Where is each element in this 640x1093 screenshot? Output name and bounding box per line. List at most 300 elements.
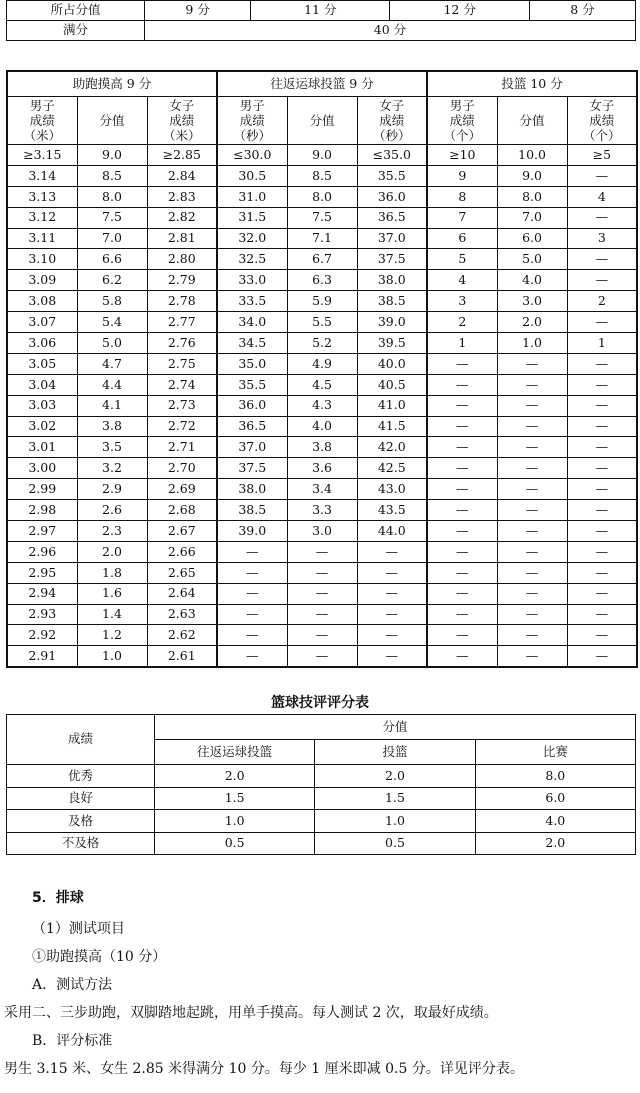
table-row <box>7 479 637 500</box>
table-cell: 41.0 <box>357 395 427 416</box>
table-cell: 7.0 <box>77 228 147 249</box>
table-cell: — <box>357 646 427 667</box>
table-cell: — <box>497 458 567 479</box>
table-cell: — <box>567 562 637 583</box>
table-cell: — <box>497 479 567 500</box>
paragraph: （1）测试项目 <box>32 921 125 937</box>
table-cell: 2 <box>427 312 497 333</box>
table-cell: 2.72 <box>147 416 217 437</box>
table-cell: — <box>217 541 287 562</box>
paragraph: A．测试方法 <box>32 977 113 993</box>
table-cell: — <box>427 458 497 479</box>
table-row <box>7 604 637 625</box>
table-cell: — <box>287 541 357 562</box>
table-row <box>7 228 637 249</box>
table-cell: 3.0 <box>497 291 567 312</box>
table-row <box>7 270 637 291</box>
score-table <box>6 70 638 668</box>
table-cell: — <box>357 541 427 562</box>
table-cell: 3.02 <box>7 416 77 437</box>
table-cell: — <box>567 646 637 667</box>
table-cell: 3.03 <box>7 395 77 416</box>
table-cell: — <box>497 604 567 625</box>
table-row <box>7 395 637 416</box>
table-row <box>7 186 637 207</box>
table-cell: — <box>427 562 497 583</box>
table-cell: — <box>567 521 637 542</box>
table-cell: 7.0 <box>497 207 567 228</box>
group-header: 投篮 10 分 <box>427 71 637 97</box>
table-cell: — <box>427 395 497 416</box>
table-cell: 40.0 <box>357 353 427 374</box>
table-cell: — <box>497 562 567 583</box>
table-cell: 2.98 <box>7 500 77 521</box>
table-cell: 30.5 <box>217 165 287 186</box>
table-cell: 5.4 <box>77 312 147 333</box>
table-cell: 3.11 <box>7 228 77 249</box>
table-row <box>7 521 637 542</box>
table-cell: — <box>427 604 497 625</box>
table-cell: — <box>567 583 637 604</box>
table-row <box>7 458 637 479</box>
table-cell: 4.4 <box>77 374 147 395</box>
table-cell: 2.82 <box>147 207 217 228</box>
table-row <box>7 1 636 21</box>
table-row <box>7 333 637 354</box>
table-cell: 3.06 <box>7 333 77 354</box>
summary-table <box>6 0 636 41</box>
table-cell: — <box>287 646 357 667</box>
table-cell: 42.0 <box>357 437 427 458</box>
table-cell: 2.0 <box>77 541 147 562</box>
table-cell: 4.0 <box>475 810 635 833</box>
table-cell: 6.6 <box>77 249 147 270</box>
table-cell: 3.13 <box>7 186 77 207</box>
table-cell: 4.3 <box>287 395 357 416</box>
table-cell: 34.0 <box>217 312 287 333</box>
column-header: 比赛 <box>475 740 635 765</box>
table-cell: 3.04 <box>7 374 77 395</box>
table-cell: 3 <box>567 228 637 249</box>
table-cell: 11 分 <box>251 1 390 21</box>
table-cell: 7 <box>427 207 497 228</box>
table-cell: 3.08 <box>7 291 77 312</box>
table-cell: 37.5 <box>357 249 427 270</box>
table-cell: 1.5 <box>315 787 475 810</box>
table-cell: — <box>427 437 497 458</box>
table-cell: 5.8 <box>77 291 147 312</box>
table-cell: 2.69 <box>147 479 217 500</box>
table-cell: 1.0 <box>497 333 567 354</box>
table-cell: ≥2.85 <box>147 145 217 166</box>
table-cell: — <box>497 646 567 667</box>
table-cell: 39.0 <box>357 312 427 333</box>
table-cell: 36.0 <box>357 186 427 207</box>
table-cell: — <box>217 604 287 625</box>
table-cell: 4 <box>427 270 497 291</box>
sub-header-row <box>7 97 637 145</box>
table-cell: 0.5 <box>155 832 315 855</box>
table-cell: 1.0 <box>77 646 147 667</box>
table-cell: 6 <box>427 228 497 249</box>
table-cell: 2.97 <box>7 521 77 542</box>
table-cell: 1.8 <box>77 562 147 583</box>
table-cell: 1.5 <box>155 787 315 810</box>
table-cell: 3.2 <box>77 458 147 479</box>
table-cell: — <box>357 562 427 583</box>
table-cell: 2.66 <box>147 541 217 562</box>
table-cell: — <box>567 165 637 186</box>
column-header: 分值 <box>77 97 147 145</box>
table-cell: — <box>427 353 497 374</box>
table-cell: 10.0 <box>497 145 567 166</box>
tech-table <box>6 714 636 855</box>
table-cell: 2.64 <box>147 583 217 604</box>
table-cell: — <box>497 521 567 542</box>
table-cell: 6.0 <box>475 787 635 810</box>
table-cell: 35.0 <box>217 353 287 374</box>
table-cell: 38.5 <box>357 291 427 312</box>
table-cell: — <box>427 374 497 395</box>
table-cell: 2.77 <box>147 312 217 333</box>
table-cell: 3.07 <box>7 312 77 333</box>
table-cell: 40.5 <box>357 374 427 395</box>
table-cell: 2.3 <box>77 521 147 542</box>
table-cell: 4.9 <box>287 353 357 374</box>
table-cell: 2.75 <box>147 353 217 374</box>
table-cell: — <box>567 458 637 479</box>
table-cell: — <box>567 541 637 562</box>
table-cell: 38.5 <box>217 500 287 521</box>
table-cell: — <box>497 500 567 521</box>
table-cell: 8 分 <box>529 1 635 21</box>
table-cell: 2.80 <box>147 249 217 270</box>
table-cell: 44.0 <box>357 521 427 542</box>
table-cell: — <box>497 353 567 374</box>
table-cell: 2.0 <box>315 765 475 788</box>
table-cell: — <box>567 207 637 228</box>
table-row <box>7 249 637 270</box>
table-cell: — <box>427 646 497 667</box>
table-cell: 2.79 <box>147 270 217 291</box>
row-label: 优秀 <box>7 765 155 788</box>
column-header: 分值 <box>287 97 357 145</box>
table-cell: 31.5 <box>217 207 287 228</box>
table-cell: 3.01 <box>7 437 77 458</box>
table-row <box>7 810 636 833</box>
table-cell: — <box>567 312 637 333</box>
table-cell: 2.95 <box>7 562 77 583</box>
table-row <box>7 541 637 562</box>
table-cell: — <box>217 625 287 646</box>
table-cell: 9.0 <box>287 145 357 166</box>
group-header: 分值 <box>155 715 636 740</box>
table-cell: 4.5 <box>287 374 357 395</box>
table-cell: 6.7 <box>287 249 357 270</box>
table-cell: 3.14 <box>7 165 77 186</box>
table-cell: 33.0 <box>217 270 287 291</box>
table-cell: 4 <box>567 186 637 207</box>
table-row <box>7 312 637 333</box>
table-cell: 8.0 <box>77 186 147 207</box>
table-cell: 39.5 <box>357 333 427 354</box>
table-cell: 9.0 <box>77 145 147 166</box>
table-cell: 35.5 <box>357 165 427 186</box>
row-label: 良好 <box>7 787 155 810</box>
table-row <box>7 437 637 458</box>
paragraph: 男生 3.15 米、女生 2.85 米得满分 10 分。每少 1 厘米即减 0.5 分。详见评分表。 <box>4 1061 524 1077</box>
table-cell: — <box>567 437 637 458</box>
table-cell: 2.91 <box>7 646 77 667</box>
table-cell: 32.0 <box>217 228 287 249</box>
table-cell: 1 <box>567 333 637 354</box>
group-header: 助跑摸高 9 分 <box>7 71 217 97</box>
table-cell: — <box>497 374 567 395</box>
table-cell: — <box>567 625 637 646</box>
table-cell: 3.4 <box>287 479 357 500</box>
table-cell: 5.0 <box>497 249 567 270</box>
table-cell: 4.0 <box>287 416 357 437</box>
table-cell: 2.83 <box>147 186 217 207</box>
table-cell: 5 <box>427 249 497 270</box>
column-header: 投篮 <box>315 740 475 765</box>
table-cell: 3.6 <box>287 458 357 479</box>
table-cell: 37.0 <box>357 228 427 249</box>
table-cell: — <box>427 583 497 604</box>
table-cell: 36.5 <box>357 207 427 228</box>
table-cell: 2.61 <box>147 646 217 667</box>
table-cell: 8.5 <box>287 165 357 186</box>
table-row <box>7 832 636 855</box>
table-cell: 36.5 <box>217 416 287 437</box>
table-cell: 3.0 <box>287 521 357 542</box>
table-cell: 6.2 <box>77 270 147 291</box>
table-cell: ≥3.15 <box>7 145 77 166</box>
table-cell: 37.0 <box>217 437 287 458</box>
table-cell: — <box>567 374 637 395</box>
table-cell: 7.5 <box>287 207 357 228</box>
table-cell: ≥10 <box>427 145 497 166</box>
table-cell: 2.6 <box>77 500 147 521</box>
table-cell: 5.9 <box>287 291 357 312</box>
table-cell: — <box>567 249 637 270</box>
table-cell: — <box>497 416 567 437</box>
table-cell: 2.78 <box>147 291 217 312</box>
table-cell: 8 <box>427 186 497 207</box>
table-cell: 2.62 <box>147 625 217 646</box>
row-label: 不及格 <box>7 832 155 855</box>
table-cell: 1 <box>427 333 497 354</box>
table-cell: 37.5 <box>217 458 287 479</box>
row-label: 及格 <box>7 810 155 833</box>
group-header: 往返运球投篮 9 分 <box>217 71 427 97</box>
table-cell: 3.00 <box>7 458 77 479</box>
table-cell: 5.2 <box>287 333 357 354</box>
table-cell: 43.0 <box>357 479 427 500</box>
table-row <box>7 374 637 395</box>
column-header: 女子 成绩 （个） <box>567 97 637 145</box>
table-cell: 3.12 <box>7 207 77 228</box>
row-label: 所占分值 <box>7 1 145 21</box>
table-cell: — <box>217 646 287 667</box>
table-cell: 9 分 <box>145 1 251 21</box>
table-cell: 3.3 <box>287 500 357 521</box>
table-cell: — <box>357 625 427 646</box>
table-cell: 8.0 <box>287 186 357 207</box>
table-cell: 2.67 <box>147 521 217 542</box>
table-cell: — <box>497 395 567 416</box>
table-row <box>7 500 637 521</box>
table-cell: 2.63 <box>147 604 217 625</box>
tech-table-title: 篮球技评评分表 <box>271 695 369 711</box>
column-header: 往返运球投篮 <box>155 740 315 765</box>
row-label: 满分 <box>7 21 145 41</box>
table-cell: — <box>497 541 567 562</box>
table-row <box>7 787 636 810</box>
table-cell: — <box>357 604 427 625</box>
table-cell: 41.5 <box>357 416 427 437</box>
table-cell: — <box>427 416 497 437</box>
table-cell: 36.0 <box>217 395 287 416</box>
table-cell: 5.0 <box>77 333 147 354</box>
table-cell: 2.93 <box>7 604 77 625</box>
table-cell: 2.9 <box>77 479 147 500</box>
table-row <box>7 291 637 312</box>
table-cell: — <box>497 583 567 604</box>
table-cell: 7.1 <box>287 228 357 249</box>
table-cell: 8.0 <box>497 186 567 207</box>
table-row <box>7 207 637 228</box>
table-cell: 5.5 <box>287 312 357 333</box>
table-cell: 34.5 <box>217 333 287 354</box>
section-heading: 5．排球 <box>32 890 84 906</box>
table-cell: 2 <box>567 291 637 312</box>
table-cell: — <box>567 395 637 416</box>
paragraph: 采用二、三步助跑，双脚踏地起跳，用单手摸高。每人测试 2 次，取最好成绩。 <box>4 1005 498 1021</box>
table-cell: 2.70 <box>147 458 217 479</box>
table-cell: 2.81 <box>147 228 217 249</box>
table-cell: 40 分 <box>145 21 636 41</box>
table-cell: — <box>217 562 287 583</box>
table-cell: — <box>427 521 497 542</box>
table-row <box>7 765 636 788</box>
table-cell: 38.0 <box>357 270 427 291</box>
table-row <box>7 416 637 437</box>
table-cell: 8.0 <box>475 765 635 788</box>
table-cell: ≥5 <box>567 145 637 166</box>
table-cell: 2.68 <box>147 500 217 521</box>
paragraph: B．评分标准 <box>32 1033 113 1049</box>
table-cell: 2.0 <box>497 312 567 333</box>
table-row <box>7 562 637 583</box>
table-cell: 38.0 <box>217 479 287 500</box>
table-cell: 2.65 <box>147 562 217 583</box>
table-cell: 4.0 <box>497 270 567 291</box>
table-cell: — <box>567 270 637 291</box>
table-cell: 2.73 <box>147 395 217 416</box>
table-cell: 6.0 <box>497 228 567 249</box>
table-cell: 2.0 <box>155 765 315 788</box>
table-cell: 4.1 <box>77 395 147 416</box>
table-cell: 39.0 <box>217 521 287 542</box>
table-cell: 31.0 <box>217 186 287 207</box>
column-header: 男子 成绩 （个） <box>427 97 497 145</box>
table-cell: — <box>287 583 357 604</box>
table-cell: 3.8 <box>77 416 147 437</box>
table-row <box>7 21 636 41</box>
corner-header: 成绩 <box>7 715 155 765</box>
column-header: 分值 <box>497 97 567 145</box>
column-header: 男子 成绩 （秒） <box>217 97 287 145</box>
table-cell: 3.8 <box>287 437 357 458</box>
table-cell: ≤30.0 <box>217 145 287 166</box>
table-cell: — <box>497 437 567 458</box>
table-cell: — <box>427 625 497 646</box>
table-cell: 8.5 <box>77 165 147 186</box>
table-row <box>7 165 637 186</box>
table-cell: 9 <box>427 165 497 186</box>
table-cell: 2.74 <box>147 374 217 395</box>
table-cell: 3.09 <box>7 270 77 291</box>
table-cell: 2.76 <box>147 333 217 354</box>
table-cell: 2.92 <box>7 625 77 646</box>
table-cell: 0.5 <box>315 832 475 855</box>
table-row <box>7 353 637 374</box>
table-cell: 2.96 <box>7 541 77 562</box>
column-header: 男子 成绩 （米） <box>7 97 77 145</box>
table-cell: 43.5 <box>357 500 427 521</box>
column-header: 女子 成绩 （米） <box>147 97 217 145</box>
table-cell: 7.5 <box>77 207 147 228</box>
table-cell: 12 分 <box>390 1 529 21</box>
header-row <box>7 715 636 740</box>
table-cell: — <box>497 625 567 646</box>
score-table-body <box>7 145 637 668</box>
column-header: 女子 成绩 （秒） <box>357 97 427 145</box>
table-cell: — <box>427 541 497 562</box>
table-cell: — <box>217 583 287 604</box>
table-cell: — <box>287 604 357 625</box>
table-cell: 33.5 <box>217 291 287 312</box>
table-cell: 1.4 <box>77 604 147 625</box>
table-cell: — <box>567 479 637 500</box>
table-cell: — <box>567 353 637 374</box>
table-cell: 2.71 <box>147 437 217 458</box>
table-cell: — <box>357 583 427 604</box>
table-cell: 35.5 <box>217 374 287 395</box>
table-cell: 2.99 <box>7 479 77 500</box>
table-row <box>7 646 637 667</box>
table-cell: 1.6 <box>77 583 147 604</box>
table-cell: 42.5 <box>357 458 427 479</box>
table-cell: — <box>427 500 497 521</box>
table-cell: 2.94 <box>7 583 77 604</box>
table-cell: 9.0 <box>497 165 567 186</box>
table-cell: — <box>287 625 357 646</box>
table-cell: 3 <box>427 291 497 312</box>
paragraph: ①助跑摸高（10 分） <box>32 949 167 965</box>
table-row <box>7 145 637 166</box>
table-cell: — <box>427 479 497 500</box>
table-cell: 32.5 <box>217 249 287 270</box>
table-cell: 2.0 <box>475 832 635 855</box>
table-cell: 2.84 <box>147 165 217 186</box>
table-cell: 3.10 <box>7 249 77 270</box>
table-cell: — <box>567 500 637 521</box>
table-cell: — <box>287 562 357 583</box>
group-header-row <box>7 71 637 97</box>
table-row <box>7 625 637 646</box>
